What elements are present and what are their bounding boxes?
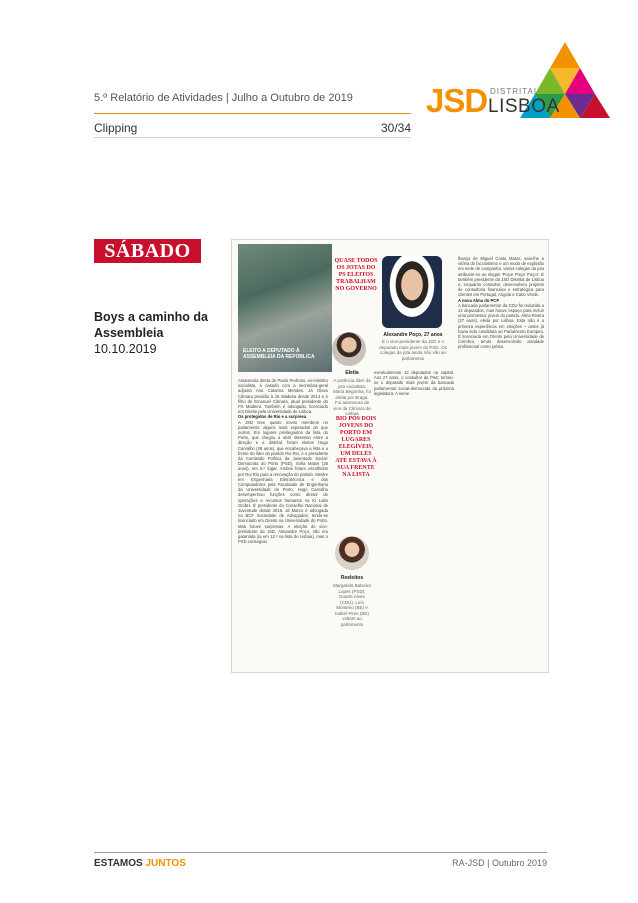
article-column-3 [374, 370, 454, 396]
portrait-margarida [335, 536, 369, 570]
col1-para1: Assessoria direta de Paulo Pedroso, ex-ministro socialista, é casado com a secretária-geral adjunta Ana Catarina Mendes. Já Olavo Câmara presidiu à JS Madeira desde 2014 e é filho de Emanuel Câmara, atual presidente do PS Madeira. Também é advogado, licenciado em Direito pela Universidade de Lisboa. [238, 378, 328, 415]
report-subtitle: 5.º Relatório de Atividades | Julho a Outubro de 2019 [94, 92, 353, 104]
logo-distrital: DISTRITAL [490, 87, 540, 96]
portrait-maria-begonha [332, 332, 366, 366]
article-photo [238, 244, 332, 372]
article-column-1 [238, 378, 328, 668]
col1-heading: Os protegidos de Rio e a surpresa [238, 414, 307, 420]
side2-heading: Reeleitos [340, 575, 364, 581]
side1-text: A potência líder da jota socialista, Maria Begonha, foi eleita por Braga. Foi assessora de vice da Câmara de Lisboa [333, 378, 371, 416]
article-column-4 [458, 256, 544, 406]
page-number: 30/34 [380, 121, 411, 135]
press-clipping [231, 239, 549, 673]
footer-reference: RA-JSD | Outubro 2019 [452, 858, 547, 868]
portrait-alexandre-poco [382, 256, 442, 328]
section-divider [94, 137, 411, 138]
side1-heading: Eleita [345, 370, 359, 376]
side2-text: Margarida Balseiro Lopes (PSD), Duarte Alves (CDU), Luís Monteiro (BE) e Isabel Pires (BE) voltam ao parlamento [333, 583, 371, 627]
pull-quote-1: QUASE TODOS OS JOTAS DO PS ELEITOS TRABALHAM NO GOVERNO [334, 258, 378, 292]
logo-lisboa: LISBOA [488, 96, 560, 117]
col4-heading: A nova Alma do PCP [458, 297, 500, 303]
article-title: Boys a caminho da Assembleia [94, 310, 208, 340]
publication-masthead: SÁBADO [94, 239, 201, 263]
col4-para2: A bancada parlamentar da CDU foi reduzida a 12 deputados, mas houve espaço para incluir uma promessa: jovem do partido. Alma Rivera (27 anos), eleita por Lisboa. Esta não é a primeira experiência em eleições – antes já havia sido candidata ao Parlamento Europeu. É licenciada em Direito pela Universidade de Coimbra, tendo desenvolvido atividade profissional como jurista. [458, 302, 544, 350]
col1-para2: A JSD teve quatro novos membros no parlamento, alguns mais esperados do que outros. Em lugares privilegiados da lista do Porto, que chegou a abrir dissenso entre a direção e a distrital, foram eleitos Hugo Carvalho (28 anos), que encabeçava a lista e a frente do líder do partido Rui Rio, e o presidente da Comissão Política da Juventude Social-Democrata do Porto (PSD), Sofia Matos (28 anos), em 6.º lugar. Ambos foram escolhidos por Rui Rio para a renovação do partido. Mestre em Engenharia Eletrotécnica e dos Computadores pela Faculdade de Engenharia da Universidade do Porto, Hugo Carvalho desempenhou funções como diretor de operações e recursos humanos na Ki Labs GmbH. É presidente do Conselho Nacional de Juventude desde 2016. Já Marco é advogada na BCF Sociedade de Advogados, tendo-se licenciado em Direito na Universidade do Porto. Mas houve surpresas. A eleição do vice-presidente da JSD, Alexandre Poço, não era garantida (ia em 12.º na lista de Lisboa), mas o PSD conseguiu [238, 419, 328, 545]
logo-jsd: JSD [426, 82, 488, 119]
footer-slogan-b: JUNTOS [145, 858, 186, 869]
footer-slogan [94, 858, 186, 869]
pull-quote-2: BIO PÓS DOIS JOVENS DO PORTO EM LUGARES ELEGÍVEIS, UM DELES ATÉ ESTAVA À SUA FRENTE NA LISTA [335, 416, 377, 478]
col3-para1: eventualmente 12 deputados na capital. Aos 27 anos, o consultor da PwC tornou-se o deputado mais jovem da bancada parlamentar social-democrata da próxima legislatura. A seme [374, 370, 454, 396]
main-caption-name: Alexandre Poço, 27 anos [383, 332, 443, 338]
footer-divider [94, 852, 547, 853]
main-caption-text: É o vice-presidente da JSD e o deputado mais jovem do PSD. Os colegas da jota ainda não vão ao parlamento [379, 339, 447, 361]
photo-caption: ELEITO A DEPUTADO À ASSEMBLEIA DA REPÚBLICA [243, 348, 315, 360]
article-date: 10.10.2019 [94, 342, 157, 356]
header-divider [94, 113, 411, 114]
section-label: Clipping [94, 121, 138, 135]
footer-slogan-a: ESTAMOS [94, 858, 143, 869]
col4-para1: lhança de Miguel Costa Matos, saiu-lhe a vitória do facciosismo e um modo de explosão em sede de campanha, vários colegas da jota atribuem-no ao slogan 'Poço! Poço! Poço!'. É também presidente da JSD Distrital de Lisboa e, enquanto consultor, desenvolveu projetos de consultoria financeira e estratégica para clientes em Portugal, Angola e Cabo Verde. [458, 256, 544, 298]
